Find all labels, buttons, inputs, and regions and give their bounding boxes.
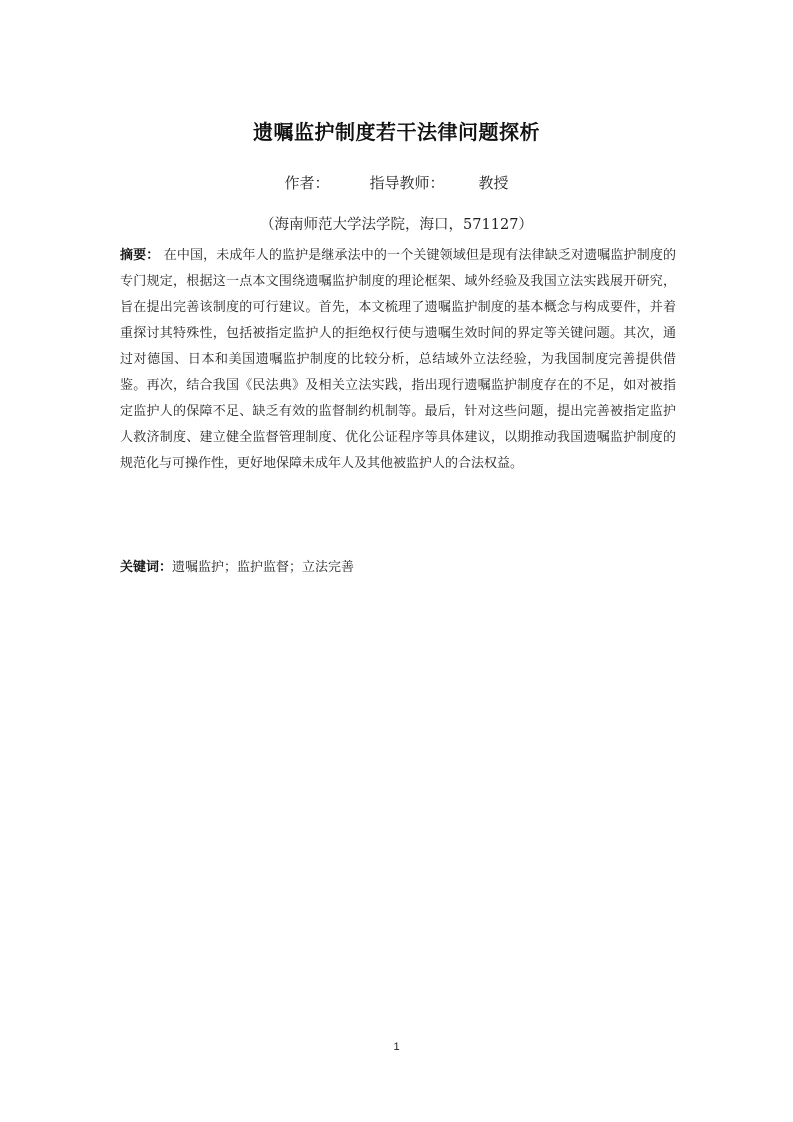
- advisor-title: 教授: [478, 174, 509, 192]
- affiliation: （海南师范大学法学院，海口，571127）: [260, 217, 533, 233]
- keywords-text: 遗嘱监护；监护监督；立法完善: [172, 560, 355, 575]
- abstract-label: 摘要：: [120, 248, 160, 263]
- page-number: 1: [393, 1041, 400, 1053]
- keywords-line: [120, 555, 676, 581]
- author-label: 作者：: [284, 174, 330, 192]
- keywords-label: 关键词：: [120, 560, 173, 575]
- abstract-text: 在中国，未成年人的监护是继承法中的一个关键领域但是现有法律缺乏对遗嘱监护制度的专门规定，根据这一点本文围绕遗嘱监护制度的理论框架、域外经验及我国立法实践展开研究，旨在提出完善该制度的可行建议。首先，本文梳理了遗嘱监护制度的基本概念与构成要件，并着重探讨其特殊性，包括被指定监护人的拒绝权行使与遗嘱生效时间的界定等关键问题。其次，通过对德国、日本和美国遗嘱监护制度的比较分析，总结域外立法经验，为我国制度完善提供借鉴。再次，结合我国《民法典》及相关立法实践，指出现行遗嘱监护制度存在的不足，如对被指定监护人的保障不足、缺乏有效的监督制约机制等。最后，针对这些问题，提出完善被指定监护人救济制度、建立健全监督管理制度、优化公证程序等具体建议，以期推动我国遗嘱监护制度的规范化与可操作性，更好地保障未成年人及其他被监护人的合法权益。: [120, 248, 676, 471]
- paper-title: 遗嘱监护制度若干法律问题探析: [253, 120, 540, 144]
- advisor-label: 指导教师：: [369, 174, 445, 192]
- author-line: [0, 172, 793, 193]
- abstract-paragraph: [120, 243, 676, 477]
